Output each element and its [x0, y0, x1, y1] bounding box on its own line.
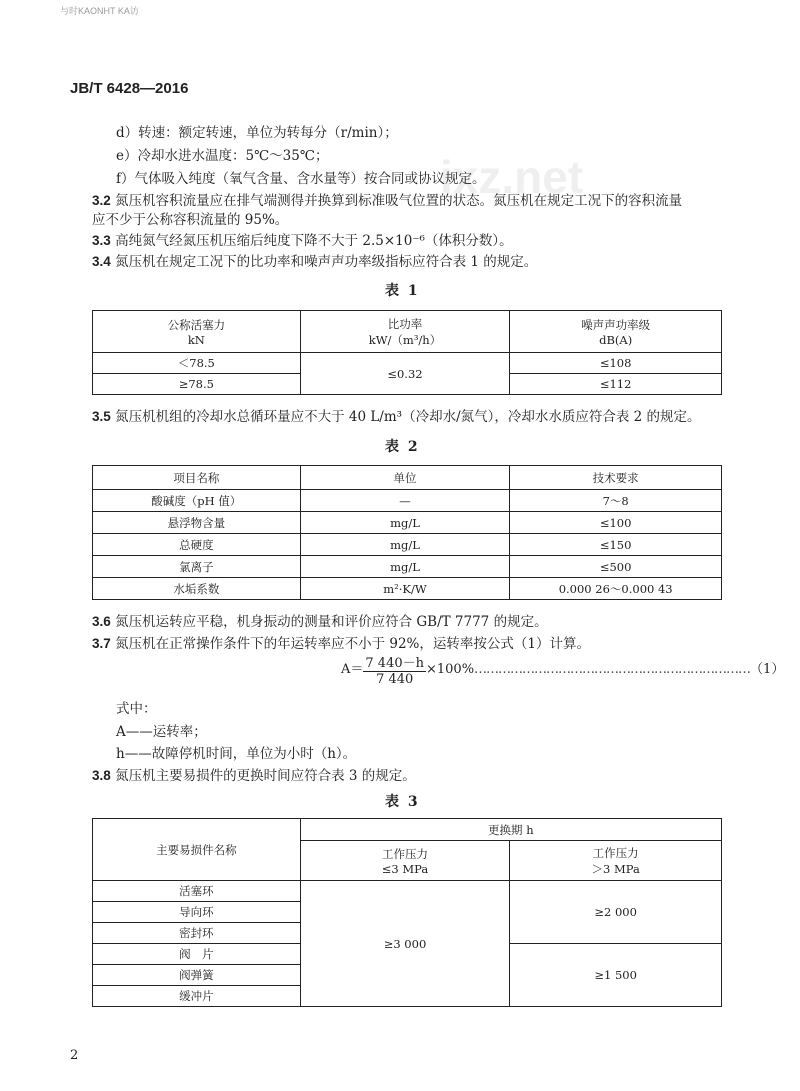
table2-header: 项目名称 [93, 466, 301, 490]
table2-cell: ≤150 [510, 534, 722, 556]
table2-cell: 总硬度 [93, 534, 301, 556]
formula-rhs: ×100% [425, 662, 475, 677]
watermark: ixz.net [440, 151, 584, 203]
clause-3-3 [92, 229, 513, 249]
table1-cell: ≤112 [510, 374, 722, 395]
document-code: JB/T 6428—2016 [70, 80, 189, 97]
table3-high-value-2: ≥1 500 [510, 944, 722, 1007]
clause-3-8 [92, 764, 416, 784]
table-3 [92, 818, 722, 1007]
table2-header: 单位 [300, 466, 510, 490]
table2-cell: 悬浮物含量 [93, 512, 301, 534]
clause-number: 3.5 [92, 409, 111, 424]
table1-header-force: 公称活塞力 kN [93, 311, 301, 353]
clause-text: 氮压机在规定工况下的比功率和噪声声功率级指标应符合表 1 的规定。 [115, 254, 538, 270]
table3-part: 阀弹簧 [93, 965, 301, 986]
clause-text: 氮压机运转应平稳，机身振动的测量和评价应符合 GB/T 7777 的规定。 [115, 614, 548, 630]
table1-cell-merged: ≤0.32 [300, 353, 510, 395]
table-2 [92, 465, 722, 600]
table1-header-power: 比功率 kW/（m³/h） [300, 311, 510, 353]
table2-cell: 7～8 [510, 490, 722, 512]
item-d: d）转速：额定转速，单位为转每分（r/min）； [116, 125, 398, 141]
where-label: 式中： [116, 701, 157, 717]
where-a: A——运转率； [116, 724, 207, 740]
clause-3-5 [92, 405, 701, 425]
clause-number: 3.2 [92, 193, 111, 208]
formula-denominator: 7 440 [376, 672, 414, 687]
clause-text: 氮压机机组的冷却水总循环量应不大于 40 L/m³（冷却水/氮气），冷却水水质应符合表 2 的规定。 [115, 409, 701, 425]
clause-3-2 [92, 189, 682, 209]
table1-cell: ≤108 [510, 353, 722, 374]
table3-header-high-pressure: 工作压力 ＞3 MPa [510, 841, 722, 881]
table2-cell: 水垢系数 [93, 578, 301, 600]
formula-leader-dots: …………………………………………………………… [474, 662, 751, 677]
clause-3-4 [92, 250, 537, 270]
clause-3-6 [92, 610, 548, 630]
formula-fraction [363, 652, 426, 687]
formula-number: （1） [750, 662, 785, 677]
table2-cell: ≤500 [510, 556, 722, 578]
table3-low-value: ≥3 000 [300, 881, 510, 1007]
table3-part: 阀 片 [93, 944, 301, 965]
clause-text: 氮压机主要易损件的更换时间应符合表 3 的规定。 [115, 768, 416, 784]
formula-numerator: 7 440－h [363, 652, 426, 672]
table3-part: 密封环 [93, 923, 301, 944]
header-watermark-text: 与时KAONHT KA访 [60, 6, 139, 16]
table3-caption: 表 3 [385, 794, 420, 810]
clause-number: 3.8 [92, 768, 111, 783]
table2-cell: 氯离子 [93, 556, 301, 578]
table-1 [92, 310, 722, 395]
clause-number: 3.3 [92, 233, 111, 248]
clause-number: 3.4 [92, 254, 111, 269]
formula-lhs: A＝ [341, 662, 364, 677]
table2-cell: ≤100 [510, 512, 722, 534]
clause-text: 氮压机容积流量应在排气端测得并换算到标准吸气位置的状态。氮压机在规定工况下的容积流量 [115, 193, 683, 209]
table2-cell: — [300, 490, 510, 512]
table2-cell: mg/L [300, 512, 510, 534]
table3-header-low-pressure: 工作压力 ≤3 MPa [300, 841, 510, 881]
table1-header-noise: 噪声声功率级 dB(A) [510, 311, 722, 353]
table2-caption: 表 2 [385, 439, 420, 455]
table2-cell: mg/L [300, 556, 510, 578]
table3-header-part-name: 主要易损件名称 [93, 819, 301, 881]
item-f: f）气体吸入纯度（氧气含量、含水量等）按合同或协议规定。 [116, 171, 486, 187]
table3-header-period: 更换期 h [300, 819, 721, 841]
item-e: e）冷却水进水温度：5℃～35℃； [116, 148, 329, 164]
page-number: 2 [70, 1048, 79, 1063]
table1-cell: ≥78.5 [93, 374, 301, 395]
clause-text: 高纯氮气经氮压机压缩后纯度下降不大于 2.5×10⁻⁶（体积分数）。 [115, 233, 513, 249]
table3-part: 导向环 [93, 902, 301, 923]
table1-caption: 表 1 [385, 283, 420, 299]
clause-3-7 [92, 632, 590, 652]
table2-cell: 0.000 26～0.000 43 [510, 578, 722, 600]
table2-header: 技术要求 [510, 466, 722, 490]
table1-cell: ＜78.5 [93, 353, 301, 374]
clause-number: 3.6 [92, 614, 111, 629]
clause-number: 3.7 [92, 636, 111, 651]
clause-text: 氮压机在正常操作条件下的年运转率应不小于 92%，运转率按公式（1）计算。 [115, 636, 590, 652]
clause-3-2-cont: 应不少于公称容积流量的 95%。 [92, 212, 289, 228]
table3-part: 缓冲片 [93, 986, 301, 1007]
table3-part: 活塞环 [93, 881, 301, 902]
where-h: h——故障停机时间，单位为小时（h）。 [116, 746, 357, 762]
formula-1 [341, 652, 784, 687]
table2-cell: m²·K/W [300, 578, 510, 600]
table2-cell: 酸碱度（pH 值） [93, 490, 301, 512]
table3-high-value-1: ≥2 000 [510, 881, 722, 944]
table2-cell: mg/L [300, 534, 510, 556]
